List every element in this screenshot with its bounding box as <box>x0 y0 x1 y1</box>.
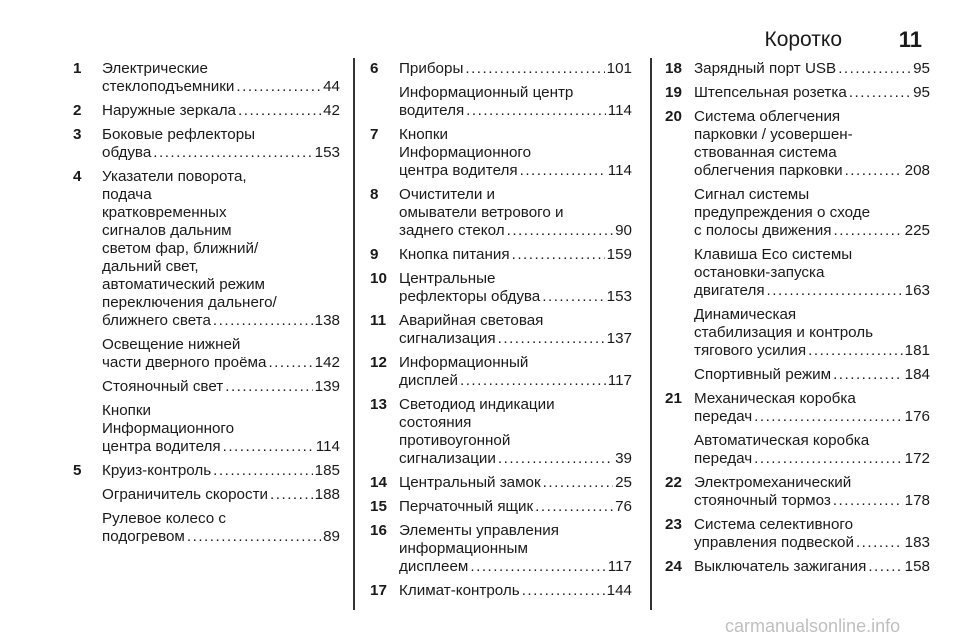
toc-column-1 <box>73 60 340 552</box>
entry-text: Круиз-контроль <box>102 462 212 479</box>
dot-leader <box>187 528 321 546</box>
toc-subentry <box>694 246 930 300</box>
entry-text: тягового усилия <box>694 342 807 359</box>
page-reference: 95 <box>913 60 930 77</box>
page-number: 11 <box>898 27 922 52</box>
dot-leader <box>838 60 911 78</box>
entry-text: подача <box>102 186 152 203</box>
page-reference: 114 <box>607 162 632 179</box>
entry-text: парковки / усовершен- <box>694 126 853 143</box>
entry-text: Информационного <box>399 144 532 161</box>
entry-text: Спортивный режим <box>694 366 832 383</box>
entry-text: стеклоподъемники <box>102 78 235 95</box>
dot-leader <box>213 462 312 480</box>
entry-number: 24 <box>665 558 682 575</box>
dot-leader <box>270 486 313 504</box>
watermark: carmanualsonline.info <box>725 616 901 636</box>
toc-entry <box>370 396 632 468</box>
page-reference: 163 <box>904 282 930 299</box>
entry-text: противоугонной <box>399 432 511 449</box>
entry-text: Элементы управления <box>399 522 559 539</box>
toc-entry <box>370 474 632 492</box>
dot-leader <box>845 162 903 180</box>
entry-text: Указатели поворота, <box>102 168 247 185</box>
dot-leader <box>466 102 606 120</box>
page-reference: 101 <box>606 60 632 77</box>
page-reference: 76 <box>615 498 632 515</box>
entry-text: Информационного <box>102 420 235 437</box>
entry-number: 4 <box>73 168 82 185</box>
entry-text: стояночный тормоз <box>694 492 831 509</box>
entry-text: дисплеем <box>399 558 469 575</box>
page-reference: 44 <box>323 78 340 95</box>
page-reference: 184 <box>904 366 930 383</box>
entry-number: 7 <box>370 126 379 143</box>
entry-number: 18 <box>665 60 682 77</box>
page-reference: 153 <box>314 144 340 161</box>
toc-entry <box>665 60 930 78</box>
entry-text: Стояночный свет <box>102 378 224 395</box>
entry-text: передач <box>694 408 753 425</box>
toc-entry <box>665 390 930 426</box>
page-reference: 176 <box>904 408 930 425</box>
toc-subentry <box>102 510 340 546</box>
entry-number: 22 <box>665 474 682 491</box>
dot-leader <box>512 246 605 264</box>
toc-entry <box>73 60 340 96</box>
dot-leader <box>498 450 613 468</box>
entry-text: дисплей <box>399 372 458 389</box>
toc-entry <box>665 558 930 576</box>
entry-number: 1 <box>73 60 82 77</box>
toc-entry <box>370 498 632 516</box>
toc-entry <box>73 126 340 162</box>
entry-text: Освещение нижней <box>102 336 241 353</box>
entry-text: переключения дальнего/ <box>102 294 277 311</box>
entry-text: Климат-контроль <box>399 582 520 599</box>
entry-number: 15 <box>370 498 387 515</box>
dot-leader <box>498 330 605 348</box>
toc-entry <box>665 516 930 552</box>
entry-text: управления подвеской <box>694 534 854 551</box>
toc-entry <box>665 108 930 180</box>
dot-leader <box>868 558 902 576</box>
entry-text: Электрические <box>102 60 208 77</box>
toc-subentry <box>694 186 930 240</box>
entry-text: Автоматическая коробка <box>694 432 870 449</box>
entry-text: Светодиод индикации <box>399 396 555 413</box>
dot-leader <box>535 498 613 516</box>
entry-text: центра водителя <box>102 438 221 455</box>
entry-text: ближнего света <box>102 312 211 329</box>
page-reference: 183 <box>904 534 930 551</box>
entry-text: ствованная система <box>694 144 837 161</box>
page-reference: 117 <box>607 558 632 575</box>
toc-entry <box>370 354 632 390</box>
dot-leader <box>833 492 903 510</box>
page-header <box>0 0 960 54</box>
page-reference: 208 <box>904 162 930 179</box>
entry-text: Центральные <box>399 270 496 287</box>
dot-leader <box>268 354 312 372</box>
toc-subentry <box>102 402 340 456</box>
page-reference: 138 <box>314 312 340 329</box>
entry-text: Ограничитель скорости <box>102 486 269 503</box>
toc-entry <box>370 582 632 600</box>
entry-text: Система селективного <box>694 516 854 533</box>
entry-text: сигнализация <box>399 330 496 347</box>
entry-text: заднего стекол <box>399 222 505 239</box>
toc-entry <box>370 312 632 348</box>
entry-text: центра водителя <box>399 162 518 179</box>
dot-leader <box>236 78 321 96</box>
entry-text: обдува <box>102 144 152 161</box>
toc-subentry <box>694 306 930 360</box>
toc-entry <box>73 462 340 480</box>
entry-text: сигнализации <box>399 450 496 467</box>
entry-number: 20 <box>665 108 682 125</box>
dot-leader <box>754 450 903 468</box>
toc-column-2 <box>370 60 632 606</box>
entry-number: 13 <box>370 396 387 413</box>
page-reference: 39 <box>615 450 632 467</box>
dot-leader <box>507 222 614 240</box>
entry-text: двигателя <box>694 282 765 299</box>
entry-number: 19 <box>665 84 682 101</box>
toc-entry <box>370 186 632 240</box>
dot-leader <box>543 474 613 492</box>
toc-subentry <box>694 366 930 384</box>
dot-leader <box>856 534 903 552</box>
toc-subentry <box>102 378 340 396</box>
toc-column-3 <box>665 60 930 582</box>
entry-number: 11 <box>370 312 387 329</box>
entry-text: Наружные зеркала <box>102 102 237 119</box>
dot-leader <box>225 378 312 396</box>
entry-text: рефлекторы обдува <box>399 288 541 305</box>
entry-number: 14 <box>370 474 387 491</box>
entry-text: Динамическая <box>694 306 797 323</box>
entry-text: Кнопка питания <box>399 246 510 263</box>
page-reference: 114 <box>607 102 632 119</box>
page-reference: 114 <box>315 438 340 455</box>
dot-leader <box>542 288 604 306</box>
toc-subentry <box>399 84 632 120</box>
entry-text: Центральный замок <box>399 474 541 491</box>
entry-text: Перчаточный ящик <box>399 498 534 515</box>
page-reference: 181 <box>904 342 930 359</box>
entry-text: омыватели ветрового и <box>399 204 564 221</box>
toc-entry <box>665 84 930 102</box>
toc-subentry <box>694 432 930 468</box>
entry-text: автоматический режим <box>102 276 265 293</box>
entry-number: 6 <box>370 60 379 77</box>
entry-text: информационным <box>399 540 528 557</box>
dot-leader <box>522 582 605 600</box>
page-reference: 139 <box>314 378 340 395</box>
page-reference: 159 <box>606 246 632 263</box>
dot-leader <box>465 60 604 78</box>
page-reference: 185 <box>314 462 340 479</box>
page-reference: 144 <box>606 582 632 599</box>
entry-text: Кнопки <box>399 126 449 143</box>
entry-number: 12 <box>370 354 387 371</box>
toc-subentry <box>102 486 340 504</box>
dot-leader <box>754 408 903 426</box>
page-reference: 137 <box>606 330 632 347</box>
entry-text: предупреждения о сходе <box>694 204 871 221</box>
entry-text: светом фар, ближний/ <box>102 240 259 257</box>
dot-leader <box>833 222 902 240</box>
entry-text: Очистители и <box>399 186 496 203</box>
toc-entry <box>665 474 930 510</box>
entry-text: водителя <box>399 102 465 119</box>
entry-number: 17 <box>370 582 387 599</box>
entry-number: 8 <box>370 186 379 203</box>
entry-text: с полосы движения <box>694 222 832 239</box>
column-divider <box>353 58 355 610</box>
page-reference: 42 <box>323 102 340 119</box>
entry-number: 21 <box>665 390 682 407</box>
entry-text: Приборы <box>399 60 464 77</box>
toc-entry <box>370 522 632 576</box>
page-reference: 142 <box>314 354 340 371</box>
entry-text: облегчения парковки <box>694 162 843 179</box>
entry-text: Механическая коробка <box>694 390 856 407</box>
entry-text: Клавиша Eco системы <box>694 246 853 263</box>
entry-text: Выключатель зажигания <box>694 558 867 575</box>
entry-text: части дверного проёма <box>102 354 267 371</box>
dot-leader <box>470 558 605 576</box>
dot-leader <box>213 312 313 330</box>
entry-text: передач <box>694 450 753 467</box>
page-reference: 25 <box>615 474 632 491</box>
page-reference: 153 <box>606 288 632 305</box>
toc-entry <box>370 246 632 264</box>
dot-leader <box>767 282 903 300</box>
page-reference: 89 <box>323 528 340 545</box>
dot-leader <box>223 438 314 456</box>
dot-leader <box>849 84 911 102</box>
toc-entry <box>370 126 632 180</box>
dot-leader <box>520 162 606 180</box>
entry-text: Боковые рефлекторы <box>102 126 256 143</box>
entry-text: Сигнал системы <box>694 186 810 203</box>
entry-text: Зарядный порт USB <box>694 60 837 77</box>
entry-text: состояния <box>399 414 472 431</box>
entry-text: Электромеханический <box>694 474 852 491</box>
column-divider <box>650 58 652 610</box>
toc-entry <box>370 270 632 306</box>
page-reference: 225 <box>904 222 930 239</box>
dot-leader <box>460 372 606 390</box>
dot-leader <box>808 342 903 360</box>
toc-entry <box>73 168 340 330</box>
page-reference: 188 <box>314 486 340 503</box>
entry-number: 3 <box>73 126 82 143</box>
entry-text: сигналов дальним <box>102 222 232 239</box>
entry-text: Информационный <box>399 354 529 371</box>
entry-text: подогревом <box>102 528 185 545</box>
entry-number: 16 <box>370 522 387 539</box>
entry-number: 10 <box>370 270 387 287</box>
entry-number: 2 <box>73 102 82 119</box>
toc-entry <box>370 60 632 78</box>
dot-leader <box>153 144 312 162</box>
dot-leader <box>833 366 903 384</box>
page-reference: 95 <box>913 84 930 101</box>
toc-subentry <box>102 336 340 372</box>
page-reference: 90 <box>615 222 632 239</box>
entry-text: Штепсельная розетка <box>694 84 847 101</box>
entry-text: Рулевое колесо с <box>102 510 226 527</box>
page-reference: 117 <box>607 372 632 389</box>
entry-text: кратковременных <box>102 204 227 221</box>
entry-text: стабилизация и контроль <box>694 324 874 341</box>
entry-text: Кнопки <box>102 402 152 419</box>
page-reference: 158 <box>904 558 930 575</box>
page-reference: 178 <box>904 492 930 509</box>
toc-entry <box>73 102 340 120</box>
page-title: Коротко <box>764 28 842 51</box>
page-reference: 172 <box>904 450 930 467</box>
entry-number: 9 <box>370 246 379 263</box>
entry-text: остановки-запуска <box>694 264 825 281</box>
entry-number: 5 <box>73 462 82 479</box>
entry-number: 23 <box>665 516 682 533</box>
entry-text: Система облегчения <box>694 108 841 125</box>
entry-text: Аварийная световая <box>399 312 544 329</box>
entry-text: Информационный центр <box>399 84 574 101</box>
dot-leader <box>238 102 321 120</box>
entry-text: дальний свет, <box>102 258 199 275</box>
